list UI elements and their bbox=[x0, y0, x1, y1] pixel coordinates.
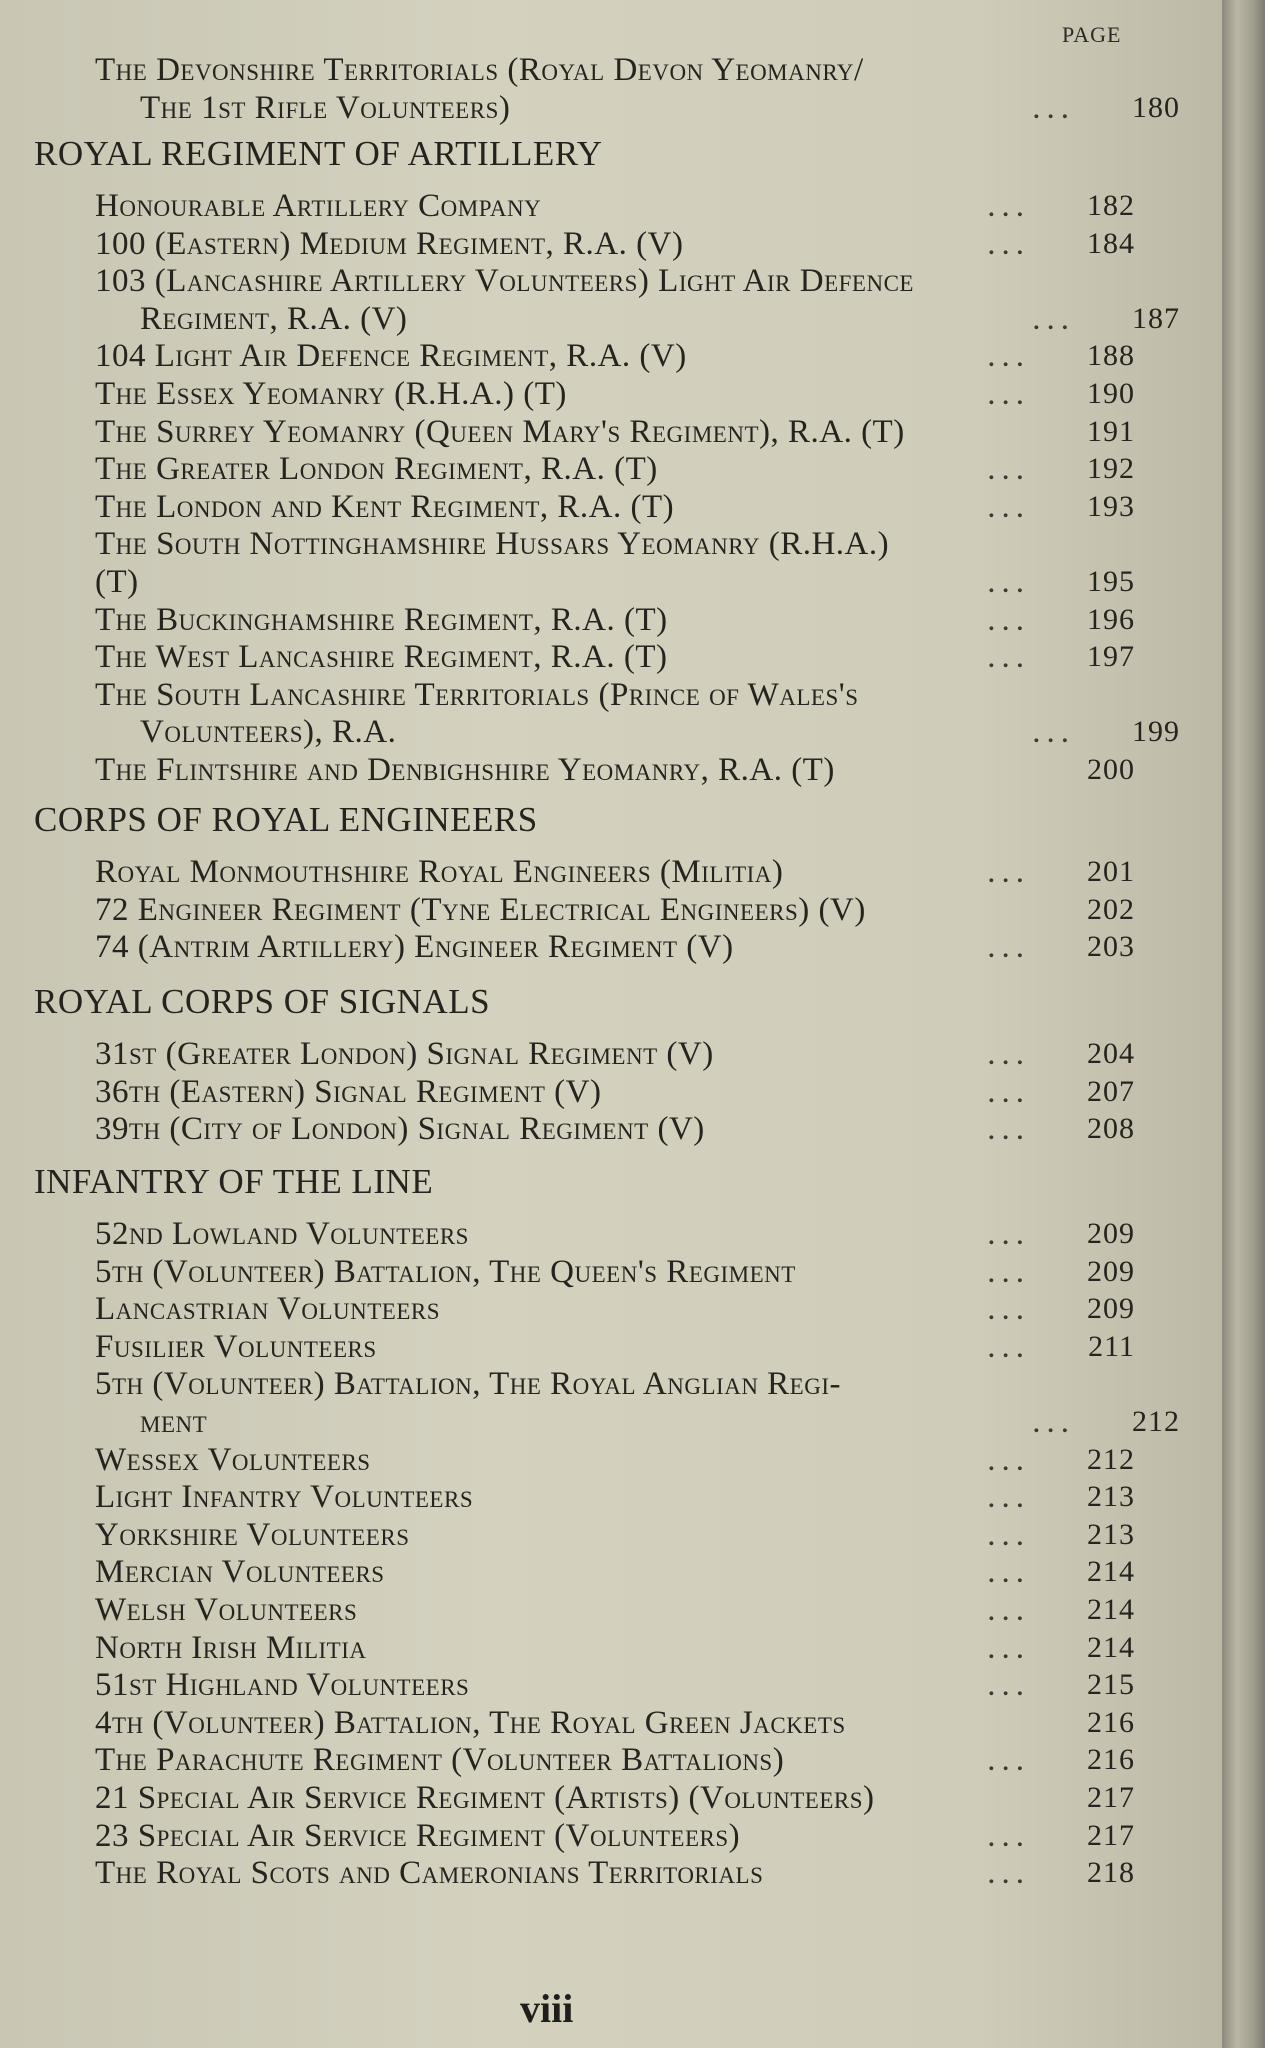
toc-entry[interactable] bbox=[95, 1289, 1135, 1329]
toc-entry[interactable] bbox=[95, 1364, 1135, 1404]
page-folio: viii bbox=[520, 1986, 574, 2031]
dot-leader: ... bbox=[987, 854, 1030, 890]
toc-entry[interactable] bbox=[95, 927, 1135, 967]
dot-leader: ... bbox=[987, 1073, 1030, 1110]
toc-entry[interactable] bbox=[95, 1778, 1135, 1818]
dot-leader: ... bbox=[987, 376, 1030, 412]
toc-entry-title: 21 Special Air Service Regiment (Artists) (Volunteers) bbox=[95, 1780, 875, 1816]
toc-page-number: 214 bbox=[1087, 1630, 1135, 1664]
toc-entry-title: The Devonshire Territorials (Royal Devon Yeomanry/ bbox=[95, 52, 864, 88]
dot-leader: ... bbox=[987, 1328, 1030, 1365]
toc-entry[interactable] bbox=[95, 1252, 1135, 1292]
toc-entry-title: 4th (Volunteer) Battalion, The Royal Green Jackets bbox=[95, 1704, 846, 1741]
toc-entry[interactable] bbox=[95, 852, 1135, 892]
toc-page-number: 191 bbox=[1087, 414, 1135, 448]
toc-entry[interactable] bbox=[140, 712, 1180, 752]
toc-page-number: 214 bbox=[1087, 1593, 1135, 1626]
toc-entry[interactable] bbox=[95, 1552, 1135, 1592]
section-heading: ROYAL CORPS OF SIGNALS bbox=[34, 982, 491, 1021]
toc-entry[interactable] bbox=[95, 675, 1135, 715]
toc-page-number: 213 bbox=[1087, 1480, 1135, 1514]
toc-page-number: 212 bbox=[1132, 1405, 1180, 1438]
toc-page-number: 213 bbox=[1087, 1517, 1135, 1551]
dot-leader: ... bbox=[987, 1629, 1030, 1666]
page-edge-shadow bbox=[1222, 0, 1265, 2048]
toc-entry[interactable] bbox=[95, 1816, 1135, 1856]
toc-entry-title: Welsh Volunteers bbox=[95, 1592, 358, 1628]
section-heading: ROYAL REGIMENT OF ARTILLERY bbox=[34, 134, 603, 173]
toc-entry[interactable] bbox=[95, 1628, 1135, 1668]
toc-entry[interactable] bbox=[95, 412, 1135, 452]
toc-entry[interactable] bbox=[95, 374, 1135, 414]
toc-entry[interactable] bbox=[140, 299, 1180, 339]
toc-entry-title: 52nd Lowland Volunteers bbox=[95, 1216, 469, 1252]
toc-entry[interactable] bbox=[95, 600, 1135, 640]
toc-entry[interactable] bbox=[95, 1665, 1135, 1705]
toc-page-number: 193 bbox=[1087, 489, 1135, 523]
toc-entry[interactable] bbox=[95, 1109, 1135, 1149]
toc-entry-title: 51st Highland Volunteers bbox=[95, 1667, 470, 1704]
toc-entry[interactable] bbox=[95, 1703, 1135, 1743]
toc-entry-title: The West Lancashire Regiment, R.A. (T) bbox=[95, 639, 668, 676]
toc-entry-title: 5th (Volunteer) Battalion, The Royal Anglian Regi- bbox=[95, 1366, 841, 1403]
toc-page-number: 197 bbox=[1087, 640, 1135, 674]
toc-page-number: 214 bbox=[1087, 1555, 1135, 1589]
toc-page-number: 207 bbox=[1087, 1074, 1135, 1108]
toc-entry-title: 36th (Eastern) Signal Regiment (V) bbox=[95, 1073, 602, 1110]
dot-leader: ... bbox=[987, 929, 1030, 966]
toc-entry-title: 72 Engineer Regiment (Tyne Electrical Engineers) (V) bbox=[95, 891, 866, 928]
toc-entry-title: 5th (Volunteer) Battalion, The Queen's Regiment bbox=[95, 1253, 796, 1290]
section-heading: INFANTRY OF THE LINE bbox=[34, 1162, 434, 1201]
toc-entry-title: Regiment, R.A. (V) bbox=[140, 300, 408, 337]
toc-entry-title: Light Infantry Volunteers bbox=[95, 1479, 474, 1516]
toc-page-number: 212 bbox=[1087, 1442, 1135, 1476]
toc-entry[interactable] bbox=[95, 186, 1135, 226]
toc-entry-title: The Royal Scots and Cameronians Territorials bbox=[95, 1855, 764, 1892]
toc-entry[interactable] bbox=[95, 750, 1135, 790]
toc-entry-title: The Greater London Regiment, R.A. (T) bbox=[95, 451, 658, 488]
dot-leader: ... bbox=[1032, 714, 1075, 751]
toc-page-number: 208 bbox=[1087, 1112, 1135, 1146]
toc-page-number: 200 bbox=[1087, 753, 1135, 786]
toc-entry[interactable] bbox=[95, 1515, 1135, 1555]
toc-entry[interactable] bbox=[95, 224, 1135, 264]
dot-leader: ... bbox=[987, 1817, 1030, 1854]
page-column-header: PAGE bbox=[1062, 22, 1122, 47]
toc-entry[interactable] bbox=[95, 637, 1135, 677]
toc-entry[interactable] bbox=[95, 1072, 1135, 1112]
toc-entry-title: The Buckinghamshire Regiment, R.A. (T) bbox=[95, 601, 668, 638]
toc-entry-title: Mercian Volunteers bbox=[95, 1554, 385, 1591]
toc-entry-title: Lancastrian Volunteers bbox=[95, 1291, 441, 1328]
toc-entry-title: The South Nottinghamshire Hussars Yeomanry (R.H.A.) bbox=[95, 526, 890, 563]
toc-page-number: 184 bbox=[1087, 226, 1135, 260]
dot-leader: ... bbox=[987, 1036, 1030, 1072]
toc-page-number: 202 bbox=[1087, 892, 1135, 926]
toc-entry-title: (T) bbox=[95, 564, 139, 600]
toc-page-number: 182 bbox=[1087, 189, 1135, 222]
toc-entry-title: Fusilier Volunteers bbox=[95, 1328, 377, 1365]
dot-leader: ... bbox=[987, 1516, 1030, 1553]
toc-page-number: 192 bbox=[1087, 452, 1135, 486]
dot-leader: ... bbox=[987, 1592, 1030, 1628]
toc-entry[interactable] bbox=[95, 487, 1135, 527]
toc-entry-title: The Parachute Regiment (Volunteer Battalions) bbox=[95, 1742, 785, 1779]
dot-leader: ... bbox=[1032, 89, 1075, 126]
toc-entry[interactable] bbox=[140, 1402, 1180, 1442]
dot-leader: ... bbox=[987, 564, 1030, 600]
toc-entry-title: Royal Monmouthshire Royal Engineers (Militia) bbox=[95, 854, 784, 890]
toc-entry-title: 103 (Lancashire Artillery Volunteers) Light Air Defence bbox=[95, 263, 914, 300]
toc-page-number: 218 bbox=[1087, 1856, 1135, 1890]
toc-page-number: 217 bbox=[1087, 1818, 1135, 1852]
dot-leader: ... bbox=[987, 639, 1030, 676]
toc-page-number: 204 bbox=[1087, 1037, 1135, 1070]
toc-entry[interactable] bbox=[95, 336, 1135, 376]
toc-entry[interactable] bbox=[95, 1853, 1135, 1893]
toc-entry-title: The South Lancashire Territorials (Prince of Wales's bbox=[95, 676, 859, 713]
toc-page-number: 187 bbox=[1132, 301, 1180, 335]
dot-leader: ... bbox=[987, 1253, 1030, 1290]
toc-entry-title: The London and Kent Regiment, R.A. (T) bbox=[95, 488, 675, 525]
toc-entry-title: Wessex Volunteers bbox=[95, 1441, 371, 1478]
toc-entry[interactable] bbox=[140, 88, 1180, 128]
toc-page-number: 203 bbox=[1087, 930, 1135, 964]
toc-entry[interactable] bbox=[95, 890, 1135, 930]
section-heading: CORPS OF ROYAL ENGINEERS bbox=[34, 800, 538, 839]
toc-entry[interactable] bbox=[95, 1590, 1135, 1630]
toc-entry-title: 104 Light Air Defence Regiment, R.A. (V) bbox=[95, 338, 687, 375]
toc-entry[interactable] bbox=[95, 1440, 1135, 1480]
dot-leader: ... bbox=[987, 1554, 1030, 1591]
toc-entry-title: 39th (City of London) Signal Regiment (V) bbox=[95, 1111, 705, 1148]
dot-leader: ... bbox=[987, 188, 1030, 224]
toc-entry[interactable] bbox=[95, 562, 1135, 602]
toc-entry[interactable] bbox=[95, 449, 1135, 489]
toc-entry[interactable] bbox=[95, 1214, 1135, 1254]
toc-entry-title: ment bbox=[140, 1404, 208, 1440]
toc-page-number: 216 bbox=[1087, 1743, 1135, 1777]
toc-page-number: 195 bbox=[1087, 565, 1135, 598]
toc-entry-title: The Flintshire and Denbighshire Yeomanry, R.A. (T) bbox=[95, 752, 835, 788]
dot-leader: ... bbox=[1032, 1404, 1075, 1440]
toc-entry-title: 23 Special Air Service Regiment (Volunteers) bbox=[95, 1817, 741, 1854]
toc-entry[interactable] bbox=[95, 261, 1135, 301]
toc-page-number: 196 bbox=[1087, 602, 1135, 636]
toc-page-number: 211 bbox=[1088, 1329, 1135, 1363]
dot-leader: ... bbox=[987, 1667, 1030, 1704]
toc-entry-title: Honourable Artillery Company bbox=[95, 188, 542, 224]
dot-leader: ... bbox=[987, 1111, 1030, 1148]
dot-leader: ... bbox=[987, 338, 1030, 375]
dot-leader: ... bbox=[1032, 300, 1075, 337]
toc-entry-title: Yorkshire Volunteers bbox=[95, 1516, 410, 1553]
toc-entry-title: The Essex Yeomanry (R.H.A.) (T) bbox=[95, 376, 567, 412]
dot-leader: ... bbox=[987, 488, 1030, 525]
dot-leader: ... bbox=[987, 1742, 1030, 1779]
toc-entry[interactable] bbox=[95, 1477, 1135, 1517]
toc-page-number: 209 bbox=[1087, 1217, 1135, 1250]
toc-entry-title: Volunteers), R.A. bbox=[140, 714, 397, 751]
toc-page-number: 201 bbox=[1087, 855, 1135, 888]
toc-page-number: 217 bbox=[1087, 1781, 1135, 1814]
dot-leader: ... bbox=[987, 451, 1030, 488]
toc-page-number: 199 bbox=[1132, 715, 1180, 749]
toc-entry-title: 31st (Greater London) Signal Regiment (V) bbox=[95, 1036, 714, 1072]
toc-entry[interactable] bbox=[95, 1034, 1135, 1074]
toc-page-number: 215 bbox=[1087, 1668, 1135, 1702]
toc-entry-title: The 1st Rifle Volunteers) bbox=[140, 89, 511, 126]
dot-leader: ... bbox=[987, 1291, 1030, 1328]
dot-leader: ... bbox=[987, 1216, 1030, 1252]
toc-entry[interactable] bbox=[95, 1327, 1135, 1367]
dot-leader: ... bbox=[987, 1855, 1030, 1892]
toc-page-number: 188 bbox=[1087, 339, 1135, 373]
toc-page-number: 216 bbox=[1087, 1705, 1135, 1739]
toc-entry[interactable] bbox=[95, 50, 1135, 90]
toc-entry[interactable] bbox=[95, 524, 1135, 564]
dot-leader: ... bbox=[987, 1441, 1030, 1478]
dot-leader: ... bbox=[987, 601, 1030, 638]
toc-page-number: 180 bbox=[1132, 90, 1180, 124]
toc-page-number: 190 bbox=[1087, 377, 1135, 410]
dot-leader: ... bbox=[987, 1479, 1030, 1516]
toc-entry-title: North Irish Militia bbox=[95, 1629, 367, 1666]
toc-entry-title: 100 (Eastern) Medium Regiment, R.A. (V) bbox=[95, 225, 684, 262]
toc-entry-title: 74 (Antrim Artillery) Engineer Regiment (V) bbox=[95, 929, 734, 966]
toc-entry[interactable] bbox=[95, 1740, 1135, 1780]
toc-entry-title: The Surrey Yeomanry (Queen Mary's Regiment), R.A. (T) bbox=[95, 413, 905, 450]
toc-page-number: 209 bbox=[1087, 1292, 1135, 1326]
toc-page-number: 209 bbox=[1087, 1254, 1135, 1288]
dot-leader: ... bbox=[987, 225, 1030, 262]
